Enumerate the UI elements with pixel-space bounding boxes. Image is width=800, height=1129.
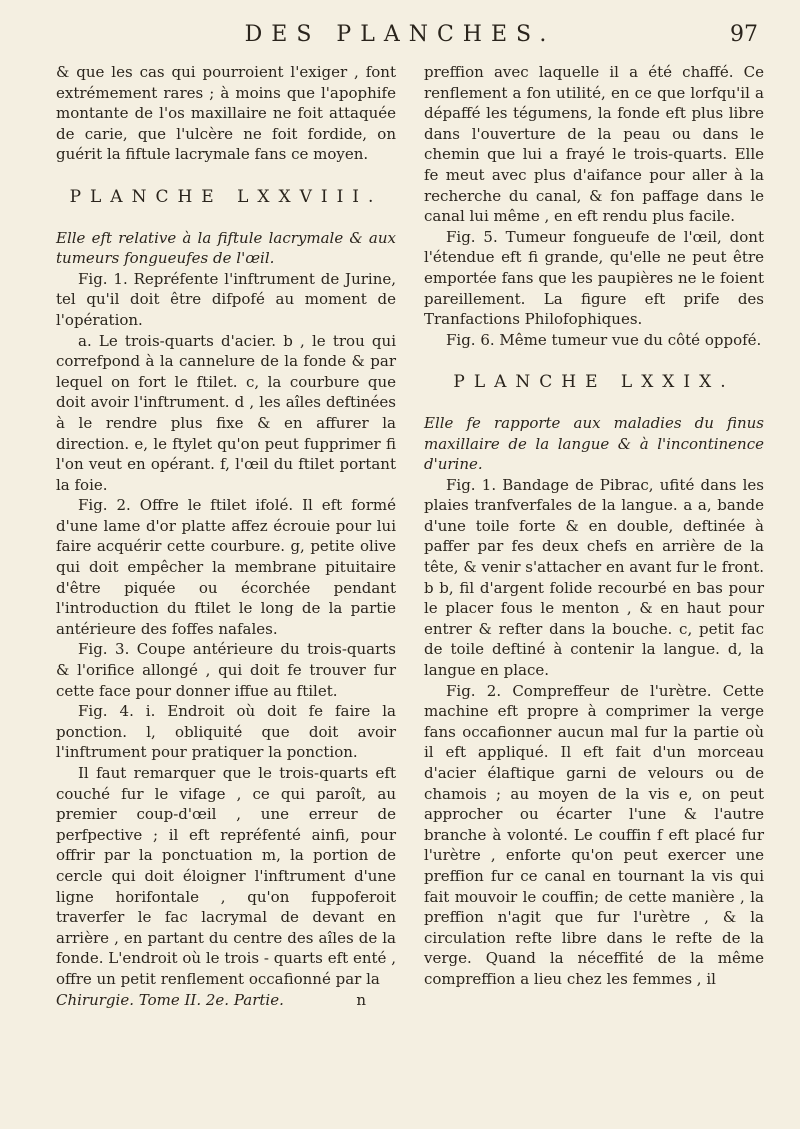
plate-heading-79: PLANCHE LXXIX. xyxy=(453,372,735,393)
plate-subtitle-79: Elle fe rapporte aux maladies du finus maxillaire de la langue & à l'incontinence d'urine. xyxy=(424,413,764,474)
continuation-paragraph: preffion avec laquelle il a été chaffé. Ce renflement a fon utilité, en ce que lorfqu'il a dépaffé les tégumens, la fonde eft plus libre dans l'ouverture de la peau ou dans le chemin que lui a frayé le trois-quarts. Elle fe meut avec plus d'aifance pour aller à la recherche du canal, & fon paffage dans le canal lui même , en eft rendu plus facile. xyxy=(424,63,764,226)
fig-5-description: Fig. 5. Tumeur fongueufe de l'œil, dont l'étendue eft fi grande, qu'elle ne peut être emportée fans que les paupières ne le foient pareillement. La figure eft prife des Tranfactions Philofophiques. xyxy=(424,227,764,329)
fig-4-description: Fig. 4. i. Endroit où doit fe faire la ponction. l, obliquité que doit avoir l'inftrument pour pratiquer la ponction. xyxy=(56,702,396,762)
running-head xyxy=(0,14,800,58)
fig-2-description: Fig. 2. Offre le ftilet ifolé. Il eft formé d'une lame d'or platte affez écrouie pour lui faire acquérir cette courbure. g, petite olive qui doit empêcher la membrane pituitaire d'être piquée ou écorchée pendant l'introduction du ftilet le long de la partie antérieure des foffes nafales. xyxy=(56,496,396,638)
running-title: DES PLANCHES. xyxy=(244,22,556,47)
fig-1-bandage: Fig. 1. Bandage de Pibrac, ufité dans les plaies tranfverfales de la langue. a a, bande d'une toile forte & en double, deftinée à paffer par fes deux chefs en arrière de la tête, & venir s'attacher en avant fur le front. b b, fil d'argent folide recourbé en bas pour le placer fous le menton , & en haut pour entrer & refter dans la bouche. c, petit fac de toile deftiné à contenir la langue. d, la langue en place. xyxy=(424,475,764,680)
plate-heading-78: PLANCHE LXXVIII. xyxy=(69,186,383,207)
fig-3-description: Fig. 3. Coupe antérieure du trois-quarts & l'orifice allongé , qui doit fe trouver fur cette face pour donner iffue au ftilet. xyxy=(56,640,396,700)
footer-line xyxy=(56,990,396,1011)
catchword: n xyxy=(356,990,366,1009)
plate-subtitle-78: Elle eft relative à la fiftule lacrymale & aux tumeurs fongueufes de l'œil. xyxy=(56,228,396,268)
fig-6-description: Fig. 6. Même tumeur vue du côté oppofé. xyxy=(446,330,762,349)
page-number: 97 xyxy=(730,22,758,47)
right-column xyxy=(424,62,764,990)
intro-paragraph: & que les cas qui pourroient l'exiger , font extrémement rares ; à moins que l'apophife montante de l'os maxillaire ne foit attaquée de carie, que l'ulcère ne foit fordide, on guérit la fiftule lacrymale fans ce moyen. xyxy=(56,63,396,164)
left-column xyxy=(56,62,396,1010)
fig-2-compressor: Fig. 2. Compreffeur de l'urètre. Cette machine eft propre à comprimer la verge fans occafionner aucun mal fur la partie où il eft appliqué. Il eft fait d'un morceau d'acier élaftique garni de velours ou de chamois ; au moyen de la vis e, on peut approcher ou écarter l'une & l'autre branche à volonté. Le couffin f eft placé fur l'urètre , enforte qu'on peut exercer une preffion fur ce canal en tournant la vis qui fait mouvoir le couffin; de cette manière , la preffion n'agit que fur l'urètre , & la circulation refte libre dans le refte de la verge. Quand la néceffité de la même compreffion a lieu chez les femmes , il xyxy=(424,681,764,988)
fig-1-description: Fig. 1. Repréfente l'inftrument de Jurine, tel qu'il doit être difpofé au moment de l'opération. xyxy=(56,269,396,329)
remark-paragraph: Il faut remarquer que le trois-quarts eft couché fur le vifage , ce qui paroît, au premier coup-d'œil , une erreur de perfpective ; il eft repréfenté ainfi, pour offrir par la ponctuation m, la portion de cercle qui doit éloigner l'inftrument d'une ligne horifontale , qu'on fuppoferoit traverfer le fac lacrymal de devant en arrière , en partant du centre des aîles de la fonde. L'endroit où le trois - quarts eft enté , offre un petit renflement occafionné par la xyxy=(56,764,396,988)
volume-reference: Chirurgie. Tome II. 2e. Partie. xyxy=(56,990,284,1009)
fig-1-parts: a. Le trois-quarts d'acier. b , le trou qui correfpond à la cannelure de la fonde & par lequel on fort le ftilet. c, la courbure que doit avoir l'inftrument. d , les aîles deftinées à le rendre plus fixe & en affurer la direction. e, le ftylet qu'on peut fupprimer fi l'on veut en opérant. f, l'œil du ftilet portant la foie. xyxy=(56,331,396,494)
